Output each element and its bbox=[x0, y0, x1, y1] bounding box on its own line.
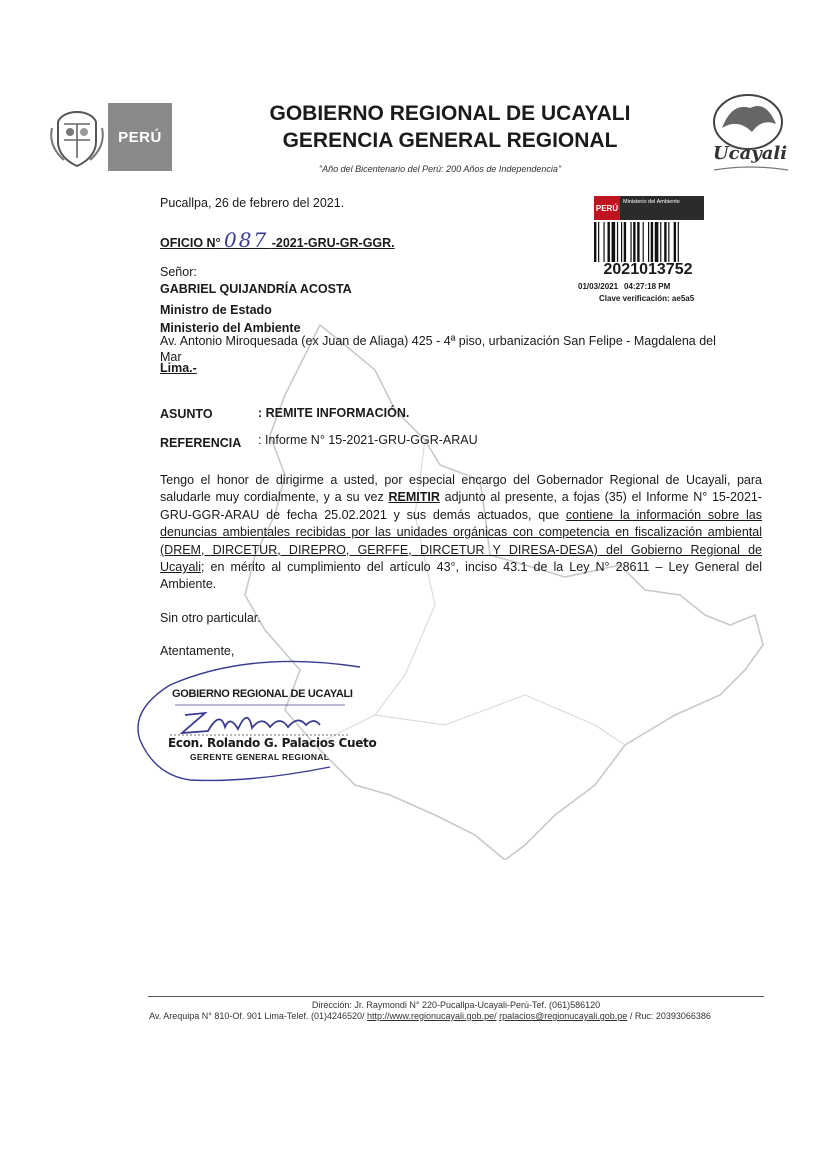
recipient-organization: Ministerio del Ambiente bbox=[160, 321, 301, 335]
barcode-bar bbox=[612, 222, 616, 262]
footer-website-link[interactable]: http://www.regionucayali.gob.pe/ bbox=[367, 1011, 497, 1021]
barcode-bar bbox=[624, 222, 626, 262]
barcode-bar bbox=[637, 222, 639, 262]
signature-organization: GOBIERNO REGIONAL DE UCAYALI bbox=[172, 688, 353, 700]
barcode-bar bbox=[648, 222, 649, 262]
signer-title: GERENTE GENERAL REGIONAL bbox=[190, 752, 330, 762]
oficio-prefix: OFICIO N° bbox=[160, 236, 221, 250]
subject-label: ASUNTO bbox=[160, 407, 213, 421]
barcode-bar bbox=[598, 222, 599, 262]
reference-label: REFERENCIA bbox=[160, 436, 242, 450]
peru-logo: PERÚ bbox=[108, 103, 172, 171]
barcode-bar bbox=[651, 222, 653, 262]
year-motto: "Año del Bicentenario del Perú: 200 Años de Independencia" bbox=[318, 164, 562, 174]
ministry-stamp-brand bbox=[594, 196, 704, 220]
footer-address-line: Dirección: Jr. Raymondi N° 220-Pucallpa-Ucayali-Perú-Tef. (061)586120 bbox=[311, 1000, 601, 1010]
footer-lima-office: Av. Arequipa N° 810-Of. 901 Lima-Telef. (01)4246520/ bbox=[149, 1011, 367, 1021]
oficio-reference bbox=[160, 228, 395, 252]
body-underlined-content: contiene la información sobre las denuncias ambientales recibidas por las unidades orgánicas con competencia en fiscalización ambiental (DREM, DIRCETUR, DIREPRO, GERFFE, DIRCETUR Y DIRESA-DESA) del Gobierno Regional de Ucayali bbox=[160, 507, 762, 575]
stamp-peru-label: PERÚ bbox=[594, 196, 620, 220]
regards-line: Atentamente, bbox=[160, 644, 235, 658]
oficio-handwritten-number: 087 bbox=[224, 228, 269, 252]
barcode-bar bbox=[621, 222, 622, 262]
reference-value: : Informe N° 15-2021-GRU-GGR-ARAU bbox=[258, 433, 478, 447]
subject-value: : REMITE INFORMACIÓN. bbox=[258, 406, 410, 420]
stamp-time: 04:27:18 PM bbox=[624, 282, 671, 291]
closing-line: Sin otro particular. bbox=[160, 611, 261, 625]
stamp-verification-key: Clave verificación: ae5a5 bbox=[599, 294, 695, 303]
footer-divider bbox=[148, 996, 764, 997]
barcode-bar bbox=[630, 222, 631, 262]
body-part-1: Tengo el honor de dirigirme a usted, por especial encargo del Gobernador Regional de Ucayali, para saludarle muy cordialmente, y a su vez bbox=[160, 473, 762, 505]
stamp-registry-number: 2021013752 bbox=[603, 261, 693, 278]
footer-ruc: / Ruc: 20393066386 bbox=[627, 1011, 711, 1021]
handwritten-signature bbox=[130, 655, 380, 785]
page-title bbox=[190, 100, 710, 154]
recipient-role: Ministro de Estado bbox=[160, 303, 272, 317]
body-remitir: REMITIR bbox=[388, 490, 440, 505]
barcode-bar bbox=[608, 222, 610, 262]
footer-contact-line bbox=[90, 1011, 770, 1021]
recipient-city: Lima.- bbox=[160, 361, 197, 375]
barcode-bar bbox=[643, 222, 644, 262]
barcode-bar bbox=[664, 222, 666, 262]
barcode-bar bbox=[678, 222, 679, 262]
stamp-date: 01/03/2021 bbox=[578, 282, 619, 291]
recipient-address: Av. Antonio Miroquesada (ex Juan de Aliaga) 425 - 4ª piso, urbanización San Felipe - Magdalena del Mar bbox=[160, 334, 716, 364]
title-line-1: GOBIERNO REGIONAL DE UCAYALI bbox=[269, 102, 631, 125]
body-part-3: ; en mérito al cumplimiento del artículo 43°, inciso 43.1 de la Ley N° 28611 – Ley General del Ambiente. bbox=[160, 560, 762, 592]
signer-name: Econ. Rolando G. Palacios Cueto bbox=[168, 736, 377, 750]
title-line-2: GERENCIA GENERAL REGIONAL bbox=[282, 129, 618, 152]
body-paragraph bbox=[160, 472, 762, 594]
oficio-suffix: -2021-GRU-GR-GGR. bbox=[271, 236, 395, 250]
barcode-bar bbox=[594, 222, 596, 262]
recipient-name: GABRIEL QUIJANDRÍA ACOSTA bbox=[160, 282, 352, 296]
barcode-bar bbox=[674, 222, 676, 262]
barcode-bar bbox=[603, 222, 604, 262]
barcode-bar bbox=[655, 222, 659, 262]
salutation: Señor: bbox=[160, 265, 197, 279]
barcode-bar bbox=[617, 222, 618, 262]
ucayali-logo-text: Ucayali bbox=[712, 143, 788, 164]
peru-coat-of-arms bbox=[50, 108, 104, 168]
barcode-bar bbox=[668, 222, 669, 262]
letter-date: Pucallpa, 26 de febrero del 2021. bbox=[160, 196, 345, 210]
stamp-ministry-label: Ministerio del Ambiente bbox=[620, 196, 704, 220]
barcode-bar bbox=[633, 222, 635, 262]
body-part-2: adjunto al presente, a fojas (35) el Informe N° 15-2021-GRU-GGR-ARAU de fecha 25.02.2021 y sus demás actuados, que bbox=[160, 490, 763, 522]
barcode bbox=[592, 222, 704, 262]
barcode-bar bbox=[660, 222, 661, 262]
footer-email-link[interactable]: rpalacios@regionucayali.gob.pe bbox=[499, 1011, 628, 1021]
